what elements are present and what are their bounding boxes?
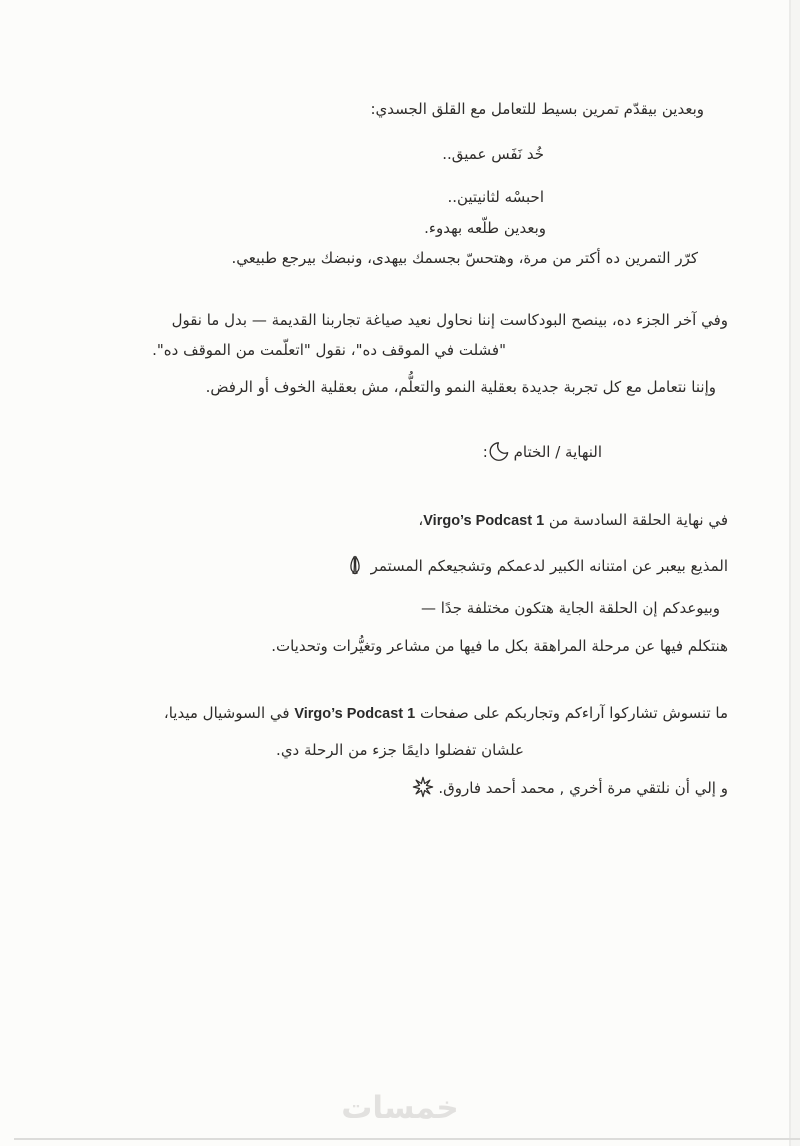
- social-share-text-after: في السوشيال ميديا،: [163, 704, 295, 722]
- page-right-edge-strip: [791, 0, 800, 1146]
- closing-heading-colon: :: [482, 443, 488, 461]
- folded-hands-icon: [344, 554, 366, 576]
- reframe-paragraph-line-2: "فشلت في الموقف ده"، نقول "اتعلّمت من الموقف ده".: [152, 341, 506, 359]
- khamsat-watermark: خمسات: [341, 1090, 459, 1126]
- gratitude-line: [60, 553, 728, 579]
- episode-ending-line: [60, 507, 728, 534]
- page-right-edge-line: [789, 0, 791, 1146]
- episode-ending-comma: ،: [418, 511, 424, 529]
- exercise-intro-line: وبعدين بيقدّم تمرين بسيط للتعامل مع القلق الجسدي:: [370, 100, 704, 118]
- crescent-moon-icon: [488, 441, 509, 462]
- episode-ending-text: في نهاية الحلقة السادسة من: [544, 511, 728, 529]
- growth-mindset-line: وإننا نتعامل مع كل تجربة جديدة بعقلية النمو والتعلُّم، مش بعقلية الخوف أو الرفض.: [205, 378, 716, 396]
- page-bottom-border: [14, 1138, 800, 1140]
- social-share-line-1: [48, 700, 728, 727]
- sparkle-icon: [412, 776, 434, 798]
- release-step-line: وبعدين طلّعه بهدوء.: [424, 219, 546, 237]
- repeat-advice-line: كرّر التمرين ده أكتر من مرة، وهتحسّ بجسمك بيهدى، ونبضك بيرجع طبيعي.: [231, 249, 698, 267]
- podcast-brand-name: Virgo’s Podcast 1: [423, 513, 545, 529]
- hold-step-line: احبسْه لثانيتين..: [447, 188, 544, 206]
- social-share-text-before: ما تنسوش تشاركوا آراءكم وتجاربكم على صفحات: [415, 704, 728, 722]
- social-share-line-2: علشان تفضلوا دايمًا جزء من الرحلة دي.: [276, 741, 524, 759]
- farewell-text: و إلي أن نلتقي مرة أخري , محمد أحمد فاروق.: [438, 779, 728, 797]
- breath-step-line: خُد نَفَس عميق..: [442, 145, 544, 163]
- closing-heading: [60, 439, 728, 465]
- promise-line: وبيوعدكم إن الحلقة الجاية هتكون مختلفة جدًا —: [420, 599, 720, 617]
- next-topic-line: هنتكلم فيها عن مرحلة المراهقة بكل ما فيها من مشاعر وتغيُّرات وتحديات.: [271, 637, 728, 655]
- podcast-brand-name: Virgo’s Podcast 1: [294, 706, 416, 722]
- reframe-paragraph-line-1: وفي آخر الجزء ده، بينصح البودكاست إننا نحاول نعيد صياغة تجاربنا القديمة — بدل ما نقول: [171, 311, 728, 329]
- closing-heading-text: النهاية / الختام: [513, 443, 602, 461]
- gratitude-text: المذيع بيعبر عن امتنانه الكبير لدعمكم وتشجيعكم المستمر: [370, 557, 728, 575]
- farewell-line: [60, 775, 728, 801]
